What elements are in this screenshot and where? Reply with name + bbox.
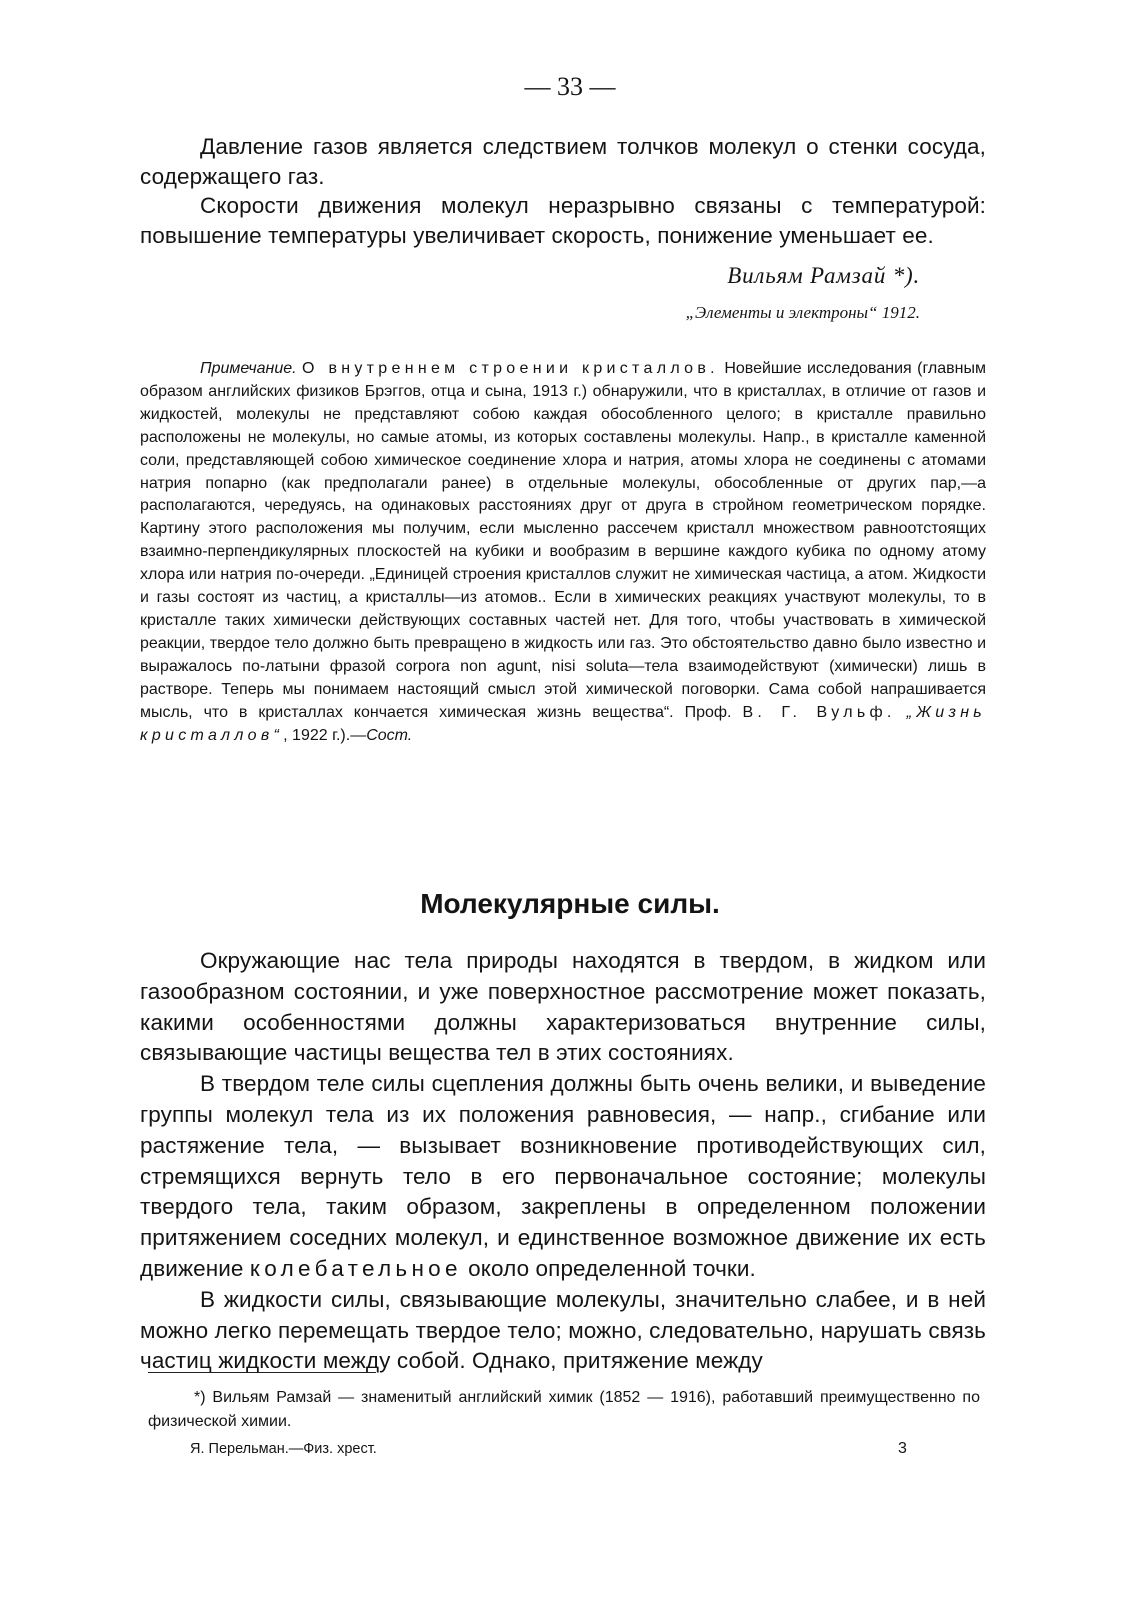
quote-author: Вильям Рамзай *). [727,263,920,288]
footnote-divider [148,1372,376,1373]
note-block [140,358,986,747]
body-paragraph-2-end: около определенной точки. [468,1255,756,1281]
body-text [140,946,986,1377]
section-title: Молекулярные силы. [420,888,720,919]
note-label: Примечание. [200,360,297,377]
body-paragraph-2-start: В твердом теле силы сцепления должны быть очень велики, и выведение группы молекул тела из их положения равновесия, — напр., сгибание или растяжение тела, — вызывает возникновение противодействующих сил, стремящихся вернуть тело в его первоначальное состояние; молекулы твердого тела, таким образом, закреплены в определенном положении притяжением соседних молекул, и единственное возможное движение их есть движение [140,1071,986,1281]
note-author: В. Г. Вульф. [742,703,896,721]
footnote [148,1386,980,1434]
note-body: Новейшие исследования (главным образом английских физиков Брэггов, отца и сына, 1913 г.) обнаружили, что в кристаллах, в отличие от газов и жидкостей, молекулы не представляют собою каждая обособленного целого; в кристалле правильно расположены не молекулы, но самые атомы, из которых составлены молекулы. Напр., в кристалле каменной соли, представляющей собою химическое соединение хлора и натрия, атомы хлора не соединены с атомами натрия попарно (как предполагали ранее) в отдельные молекулы, обособленные от других пар,—а располагаются, чередуясь, на одинаковых расстояниях друг от друга в стройном геометрическом порядке. Картину этого расположения мы получим, если мысленно рассечем кристалл множеством равноотстоящих взаимно-перпендикулярных плоскостей на кубики и вообразим в вершине каждого кубика по одному атому хлора или натрия по-очереди. „Единицей строения кристаллов служит не химическая частица, а атом. Жидкости и газы состоят из частиц, а кристаллы—из атомов.. Если в химических реакциях участвуют молекулы, то в кристалле таких химически действующих составных частей нет. Для того, чтобы участвовать в химической реакции, твердое тело должно быть превращено в жидкость или газ. Это обстоятельство давно было известно и выражалось по-латыни фразой corpora non agunt, nisi soluta—тела взаимодействуют (химически) лишь в растворе. Теперь мы понимаем настоящий смысл этой химической поговорки. Сама собой напрашивается мысль, что в кристаллах кончается химическая жизнь вещества“. Проф. [140,360,986,721]
page-number: — 33 — [524,72,616,101]
signature-mark: Я. Перельман.—Физ. хрест. [190,1441,377,1457]
note-book-title: „Жизнь кристаллов“ [140,703,987,744]
quote-source: „Элементы и электроны“ 1912. [685,303,920,322]
intro-text [140,132,986,250]
note-paragraph [140,358,986,747]
intro-paragraph-2: Скорости движения молекул неразрывно связаны с температурой: повышение температуры увеличивает скорость, понижение уменьшает ее. [140,193,986,248]
signature-number: 3 [898,1440,907,1457]
footnote-text: *) Вильям Рамзай — знаменитый английский химик (1852 — 1916), работавший преимущественно по физической химии. [148,1389,980,1430]
note-year: , 1922 г.).— [283,726,367,744]
body-paragraph-3: В жидкости силы, связывающие молекулы, значительно слабее, и в ней можно легко перемещать твердое тело; можно, следовательно, нарушать связь частиц жидкости между собой. Однако, притяжение между [140,1286,986,1374]
body-spaced-word: колебательное [249,1255,462,1281]
body-paragraph-1: Окружающие нас тела природы находятся в твердом, в жидком или газообразном состоянии, и уже поверхностное рассмотрение может показать, какими особенностями должны характеризоваться внутренние силы, связывающие частицы вещества тел в этих состояниях. [140,948,986,1066]
note-topic: О внутреннем строении кристаллов. [302,360,719,377]
body-paragraph-2 [140,1069,986,1285]
intro-paragraph-1: Давление газов является следствием толчков молекул о стенки сосуда, содержащего газ. [140,134,986,189]
note-compiler: Сост. [366,726,413,744]
